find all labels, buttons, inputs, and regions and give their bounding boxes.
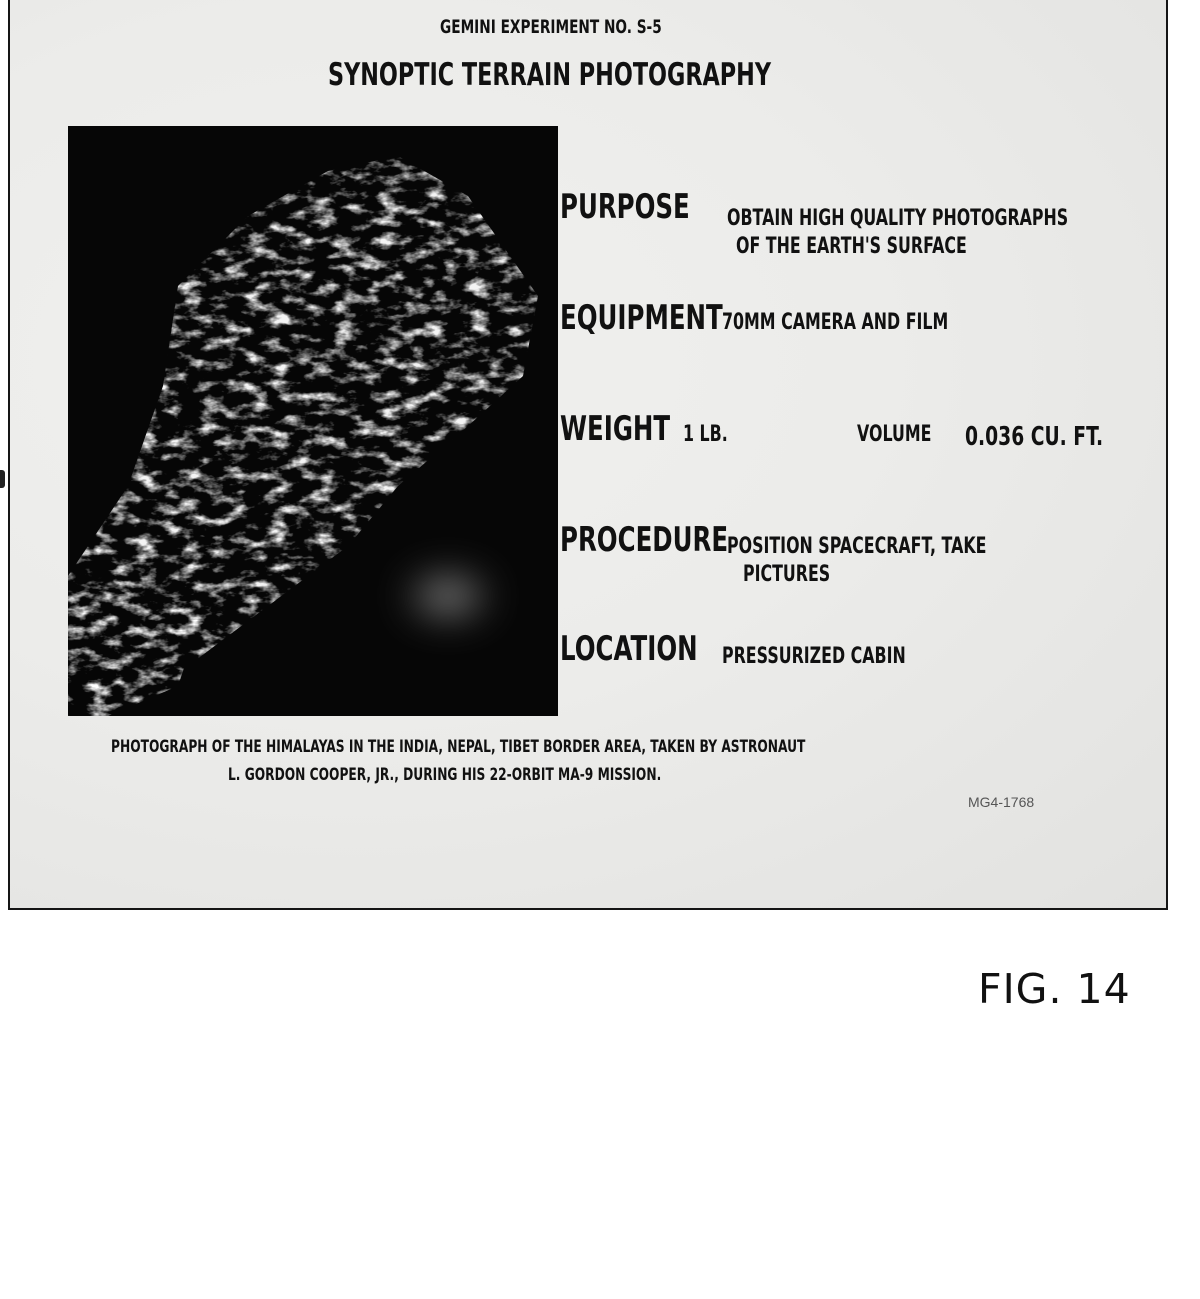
location-value: PRESSURIZED CABIN [722, 644, 906, 669]
terrain-image [68, 126, 558, 716]
experiment-panel [8, 0, 1168, 910]
procedure-value-line2: PICTURES [743, 562, 831, 587]
purpose-label: PURPOSE [560, 187, 690, 227]
purpose-value-line1: OBTAIN HIGH QUALITY PHOTOGRAPHS [727, 206, 1069, 231]
equipment-value: 70MM CAMERA AND FILM [722, 310, 949, 335]
procedure-value-line1: POSITION SPACECRAFT, TAKE [727, 534, 987, 559]
procedure-label: PROCEDURE [560, 520, 729, 560]
panel-title: SYNOPTIC TERRAIN PHOTOGRAPHY [328, 57, 772, 93]
volume-value: 0.036 CU. FT. [965, 422, 1104, 452]
photo-caption-line1: PHOTOGRAPH OF THE HIMALAYAS IN THE INDIA, NEPAL, TIBET BORDER AREA, TAKEN BY ASTRONAUT [111, 737, 806, 757]
volume-label: VOLUME [857, 422, 932, 447]
photo-caption-line2: L. GORDON COOPER, JR., DURING HIS 22-ORBIT MA-9 MISSION. [228, 765, 662, 785]
himalaya-photograph [68, 126, 558, 716]
figure-label: FIG. 14 [978, 965, 1131, 1013]
experiment-number: GEMINI EXPERIMENT NO. S-5 [440, 16, 662, 38]
margin-mark [0, 470, 5, 488]
purpose-value-line2: OF THE EARTH'S SURFACE [736, 234, 967, 259]
equipment-label: EQUIPMENT [560, 298, 723, 338]
weight-value: 1 LB. [683, 422, 728, 447]
location-label: LOCATION [560, 629, 698, 669]
document-code: MG4-1768 [968, 794, 1035, 810]
weight-label: WEIGHT [560, 409, 671, 449]
